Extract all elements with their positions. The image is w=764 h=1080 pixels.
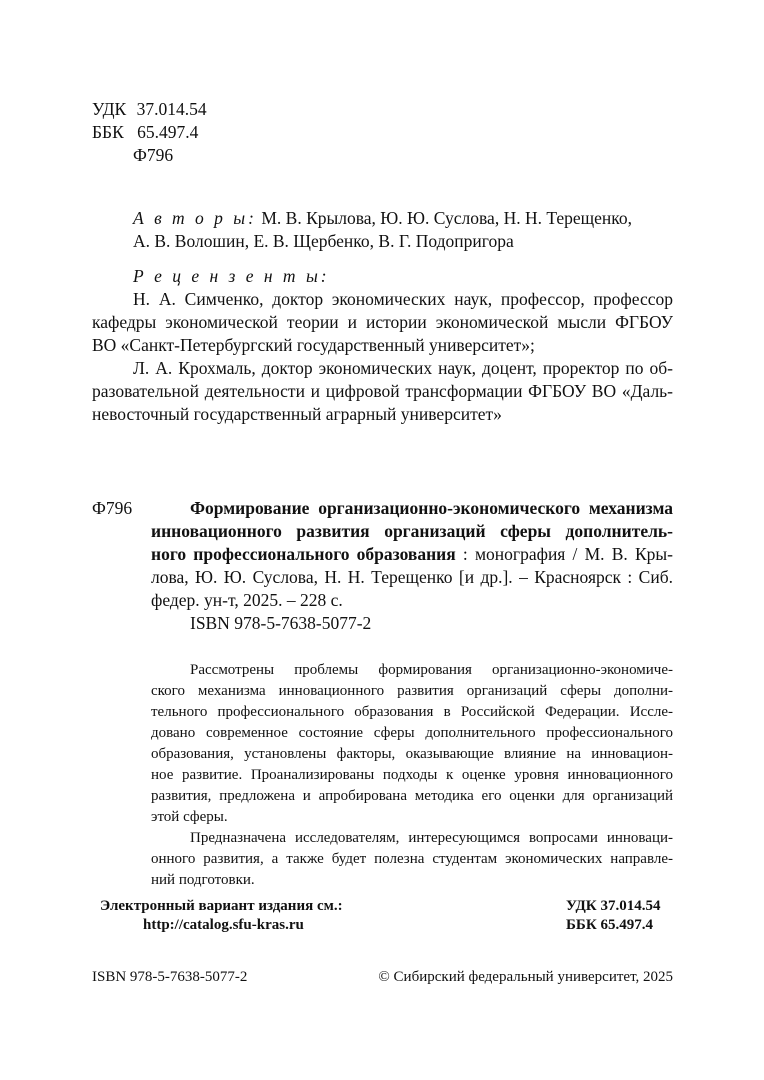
bib-isbn: ISBN 978-5-7638-5077-2 (190, 613, 372, 633)
abstract-line: онного развития, а также будет полезна студентам экономических направле- (151, 851, 673, 867)
abstract-line: этой сферы. (151, 809, 228, 825)
bib-title-line-2: инновационного развития организаций сферы дополнитель- (151, 521, 673, 541)
footer-udk: УДК 37.014.54 (566, 898, 661, 914)
bib-rest-line-3: : монография / М. В. Кры- (455, 544, 673, 564)
reviewer-1-line-2: кафедры экономической теории и истории экономической мысли ФГБОУ (92, 312, 673, 332)
abstract-line: ского механизма инновационного развития организаций сферы дополни- (151, 683, 673, 699)
abstract-line: ное развитие. Проанализированы подходы к оценке уровня инновационного (151, 767, 673, 783)
abstract-line: довано современное состояние сферы дополнительного профессионального (151, 725, 673, 741)
bbk-label: ББК (92, 122, 124, 142)
authors-label: А в т о р ы: (133, 208, 257, 228)
abstract-line: ний подготовки. (151, 872, 255, 888)
abstract-line: образования, установлены факторы, оказывающие влияние на инновацион- (151, 746, 673, 762)
abstract-line: Предназначена исследователям, интересующимся вопросами инноваци- (190, 830, 673, 846)
reviewer-1-line-1: Н. А. Симченко, доктор экономических наук, профессор, профессор (133, 289, 673, 309)
abstract-line: Рассмотрены проблемы формирования организационно-экономиче- (190, 662, 673, 678)
footer-isbn: ISBN 978-5-7638-5077-2 (92, 969, 248, 985)
bib-title-line-1: Формирование организационно-экономического механизма (190, 498, 673, 518)
catalog-link[interactable]: http://catalog.sfu-kras.ru (143, 917, 304, 933)
authors-line-2: А. В. Волошин, Е. В. Щербенко, В. Г. Подопригора (133, 231, 514, 251)
abstract-line: развития, предложена и апробирована методика его оценки для организаций (151, 788, 673, 804)
footer-bbk: ББК 65.497.4 (566, 917, 653, 933)
authors-line-1 (133, 207, 632, 229)
reviewer-2-line-2: разовательной деятельности и цифровой трансформации ФГБОУ ВО «Даль- (92, 381, 673, 401)
bib-line-4: лова, Ю. Ю. Суслова, Н. Н. Терещенко [и др.]. – Красноярск : Сиб. (151, 567, 673, 587)
electronic-version-label: Электронный вариант издания см.: (100, 898, 343, 914)
udk-line (92, 98, 207, 120)
udk-label: УДК (92, 99, 127, 119)
bbk-line (92, 121, 198, 143)
abstract-line: тельного профессионального образования в Российской Федерации. Иссле- (151, 704, 673, 720)
bib-mark: Ф796 (92, 498, 133, 518)
copyright: © Сибирский федеральный университет, 2025 (378, 969, 673, 985)
bbk-value: 65.497.4 (137, 122, 199, 142)
bib-line-5: федер. ун-т, 2025. – 228 с. (151, 590, 343, 610)
bib-line-3 (151, 543, 673, 565)
authors-text-1: М. В. Крылова, Ю. Ю. Суслова, Н. Н. Терещенко, (261, 208, 632, 228)
reviewer-2-line-3: невосточный государственный аграрный университет» (92, 404, 502, 424)
reviewers-label: Р е ц е н з е н т ы: (133, 266, 330, 286)
author-mark: Ф796 (133, 145, 174, 165)
reviewer-1-line-3: ВО «Санкт-Петербургский государственный университет»; (92, 335, 535, 355)
udk-value: 37.014.54 (136, 99, 207, 119)
reviewer-2-line-1: Л. А. Крохмаль, доктор экономических наук, доцент, проректор по об- (133, 358, 673, 378)
bib-title-line-3: ного профессионального образования (151, 544, 456, 564)
